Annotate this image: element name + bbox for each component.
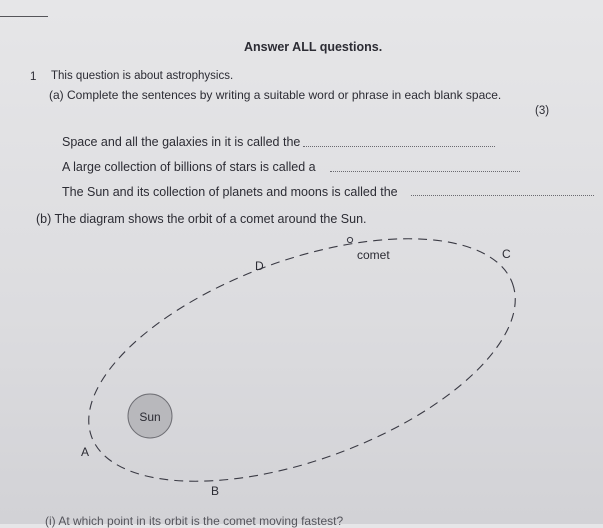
comet-orbit-ellipse bbox=[54, 189, 546, 524]
sun-label: Sun bbox=[139, 410, 161, 424]
point-b-label: B bbox=[211, 484, 220, 498]
point-a-label: A bbox=[81, 445, 90, 459]
next-question-part: (i) At which point in its orbit is the comet moving fastest? bbox=[45, 514, 344, 528]
point-d-label: D bbox=[255, 259, 264, 273]
question-number: 1 bbox=[30, 71, 37, 83]
question-intro: This question is about astrophysics. bbox=[51, 70, 234, 82]
comet-marker bbox=[347, 237, 352, 242]
sentence-1: Space and all the galaxies in it is called the bbox=[62, 135, 301, 149]
page-heading: Answer ALL questions. bbox=[244, 40, 383, 54]
sentence-2: A large collection of billions of stars is called a bbox=[62, 160, 316, 174]
part-a-text: Complete the sentences by writing a suitable word or phrase in each blank space. bbox=[67, 88, 502, 102]
part-a-label: (a) bbox=[49, 88, 64, 102]
sentence-3: The Sun and its collection of planets and moons is called the bbox=[62, 185, 398, 199]
comet-label: comet bbox=[357, 248, 390, 262]
part-b-label: (b) bbox=[36, 212, 52, 226]
point-c-label: C bbox=[502, 247, 511, 261]
part-b-description: The diagram shows the orbit of a comet around the Sun. bbox=[54, 212, 367, 226]
part-a-marks: (3) bbox=[535, 105, 550, 117]
